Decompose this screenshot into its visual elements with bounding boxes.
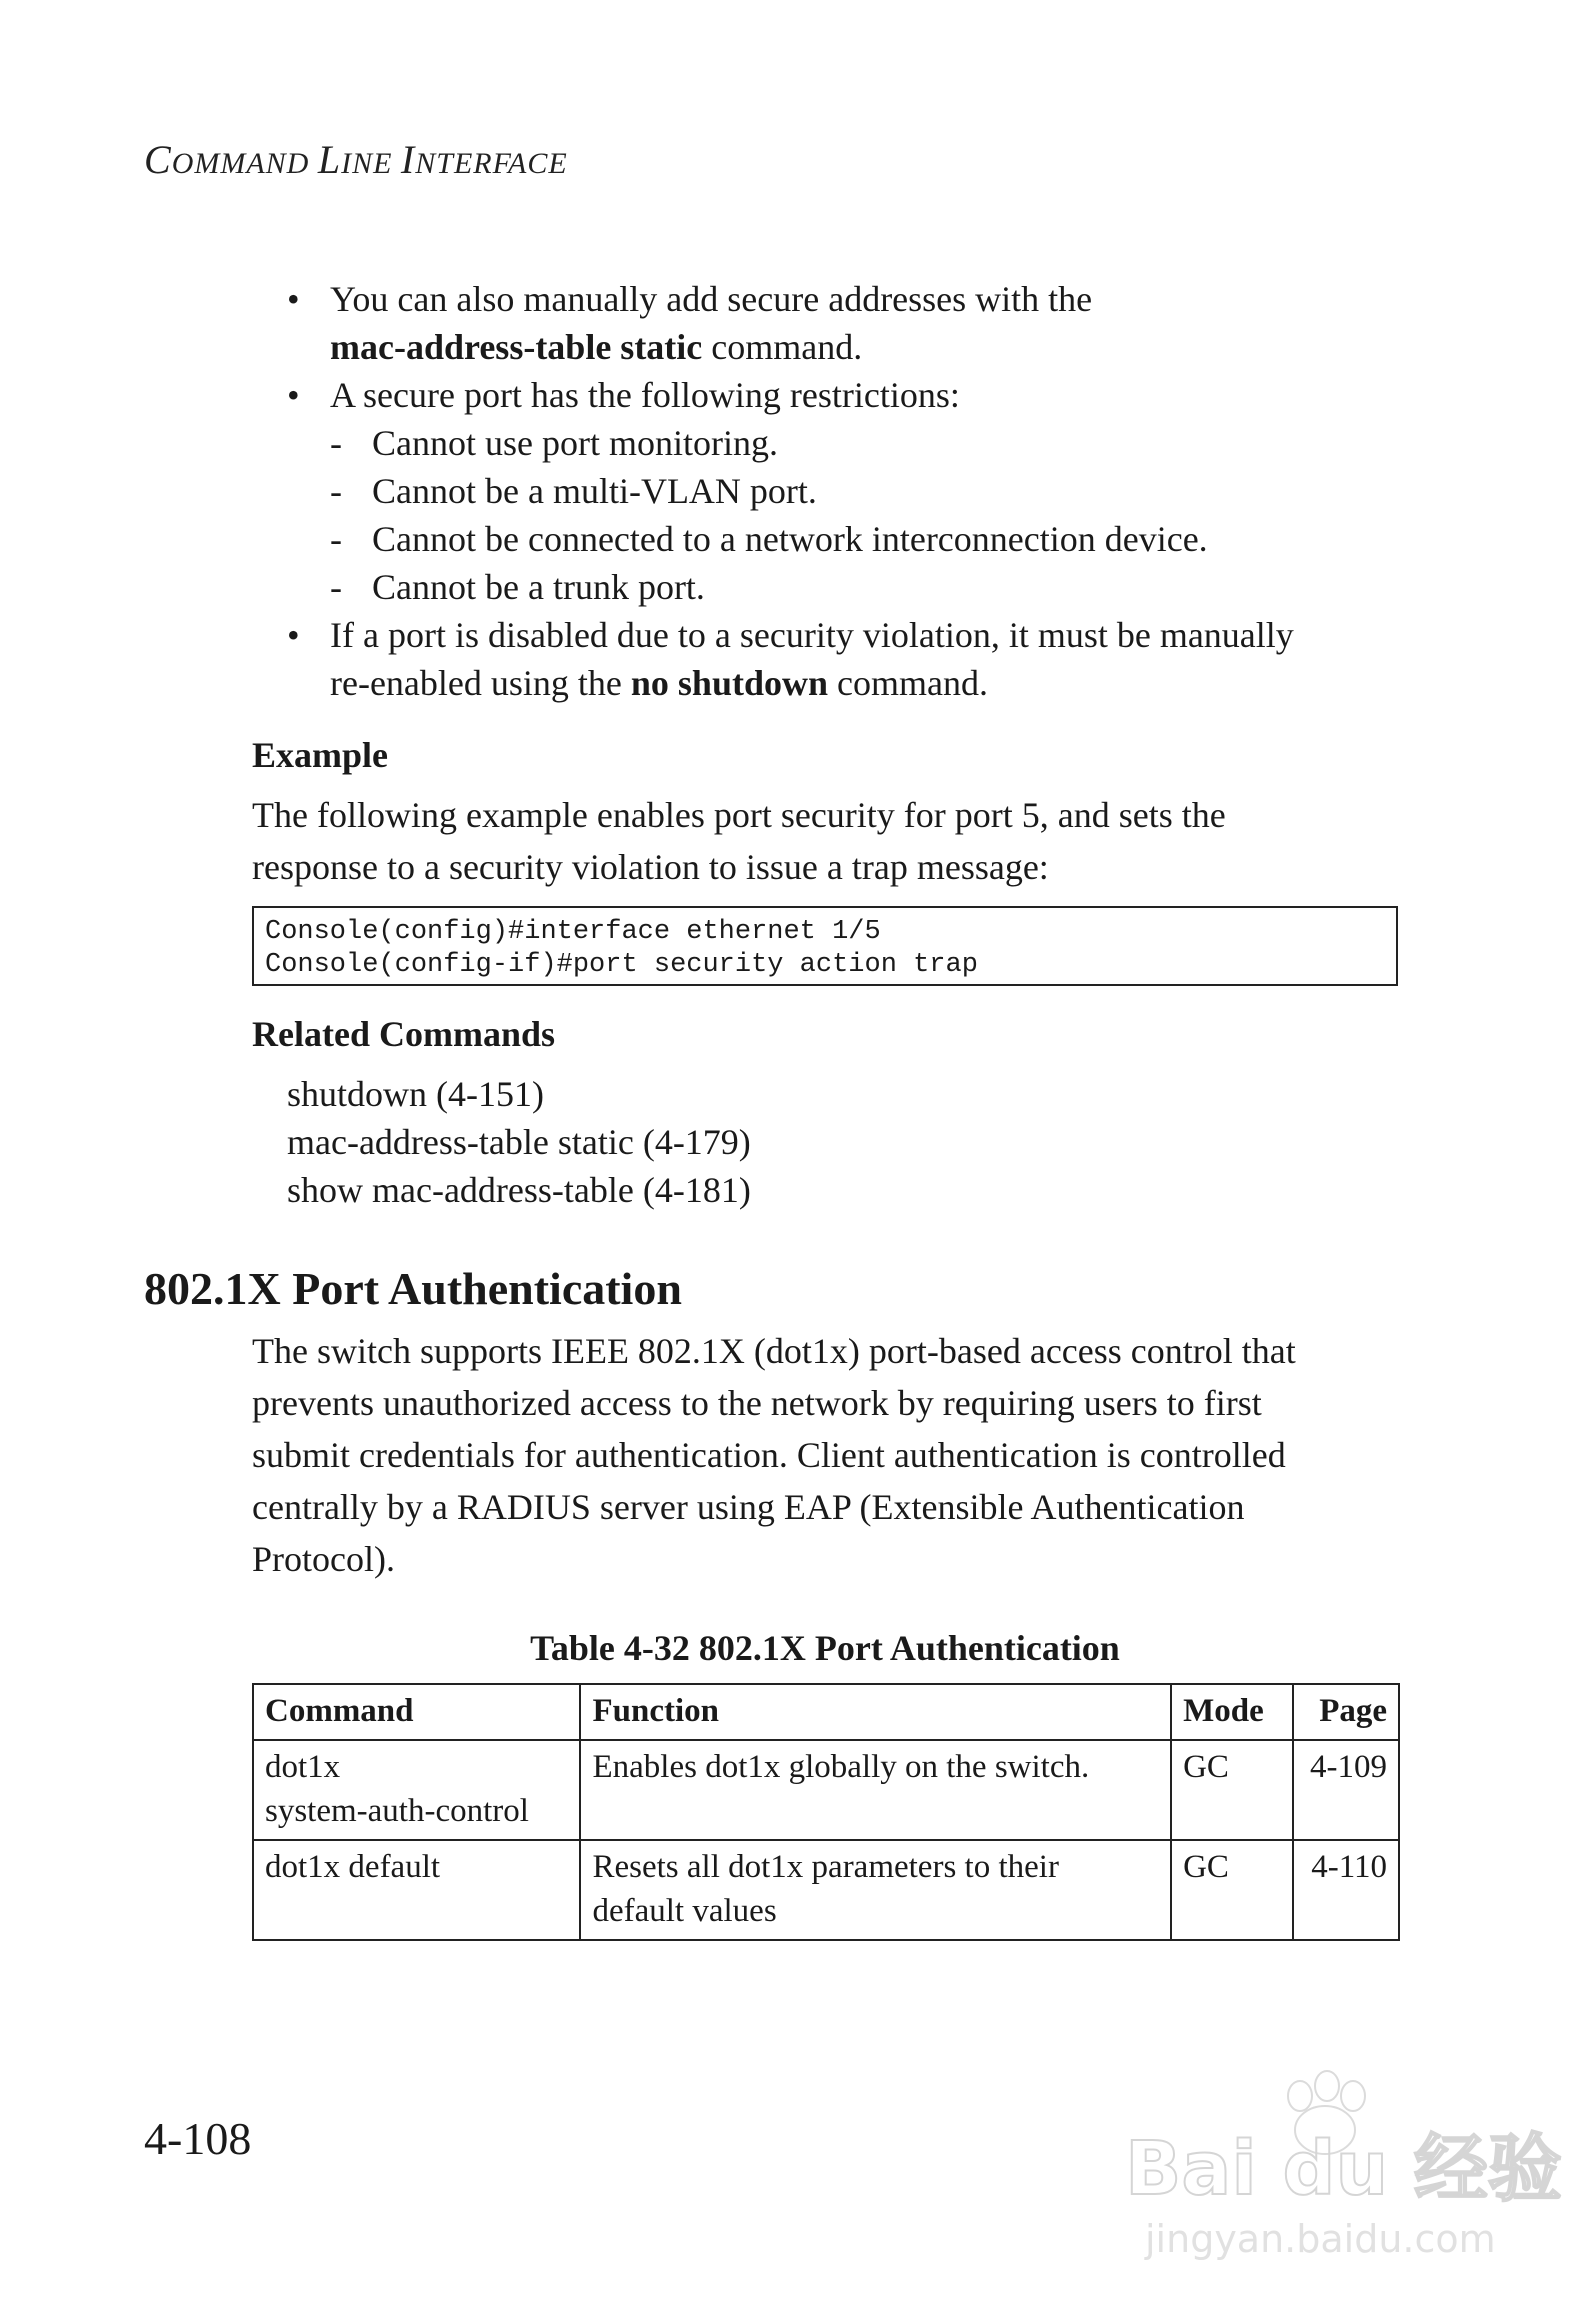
example-text-line-2: response to a security violation to issue a trap message: [252,847,1049,887]
column-header-function: Function [580,1684,1171,1740]
section-paragraph-line: Protocol). [252,1539,395,1579]
table-row [253,1740,1399,1840]
table-row [253,1840,1399,1940]
section-paragraph-line: prevents unauthorized access to the network by requiring users to first [252,1383,1262,1423]
related-commands-heading: Related Commands [252,1014,555,1054]
bullet-1-line-2: mac-address-table static command. [330,327,863,367]
section-paragraph-line: submit credentials for authentication. Client authentication is controlled [252,1435,1286,1475]
dash-marker: - [330,519,342,559]
dash-marker: - [330,423,342,463]
watermark-url-text: jingyan.baidu.com [1145,2217,1496,2261]
related-command-item: mac-address-table static (4-179) [287,1122,751,1162]
column-header-mode: Mode [1171,1684,1293,1740]
bullet-2: A secure port has the following restrictions: [330,375,960,415]
bullet-marker: • [287,375,300,415]
related-command-item: shutdown (4-151) [287,1074,544,1114]
table-caption: Table 4-32 802.1X Port Authentication [530,1628,1120,1668]
bullet-marker: • [287,279,300,319]
example-heading: Example [252,735,389,775]
dash-item: Cannot use port monitoring. [372,423,778,463]
bullet-3-line-2: re-enabled using the no shutdown command. [330,663,988,703]
page-number: 4-108 [144,2113,252,2164]
command-cell: dot1x default [253,1840,580,1940]
watermark-brand-text: Bai du 经验 [1125,2126,1562,2212]
dash-marker: - [330,567,342,607]
page-cell: 4-110 [1293,1840,1399,1940]
bullet-marker: • [287,615,300,655]
column-header-page: Page [1293,1684,1399,1740]
example-text-line-1: The following example enables port security for port 5, and sets the [252,795,1226,835]
dash-item: Cannot be a multi-VLAN port. [372,471,817,511]
page-cell: 4-109 [1293,1740,1399,1840]
mode-cell: GC [1171,1740,1293,1840]
dash-marker: - [330,471,342,511]
baidu-watermark-logo [1115,2064,1562,2264]
table-header-row [253,1684,1399,1740]
bullet-1-line-1: You can also manually add secure addresses with the [330,279,1093,319]
dash-item: Cannot be a trunk port. [372,567,705,607]
column-header-command: Command [253,1684,580,1740]
code-example [252,906,1398,986]
mode-cell: GC [1171,1840,1293,1940]
function-cell: Enables dot1x globally on the switch. [580,1740,1171,1840]
section-paragraph-line: centrally by a RADIUS server using EAP (Extensible Authentication [252,1487,1245,1527]
section-title: 802.1X Port Authentication [144,1263,682,1314]
code-line: Console(config-if)#port security action trap [265,950,978,980]
command-cell: dot1x system-auth-control [253,1740,580,1840]
running-head: COMMAND LINE INTERFACE [144,137,568,182]
command-table [252,1683,1400,1941]
section-paragraph-line: The switch supports IEEE 802.1X (dot1x) port-based access control that [252,1331,1296,1371]
function-cell: Resets all dot1x parameters to their default values [580,1840,1171,1940]
dash-item: Cannot be connected to a network interconnection device. [372,519,1208,559]
related-command-item: show mac-address-table (4-181) [287,1170,751,1210]
code-line: Console(config)#interface ethernet 1/5 [265,917,881,947]
bullet-3-line-1: If a port is disabled due to a security violation, it must be manually [330,615,1294,655]
